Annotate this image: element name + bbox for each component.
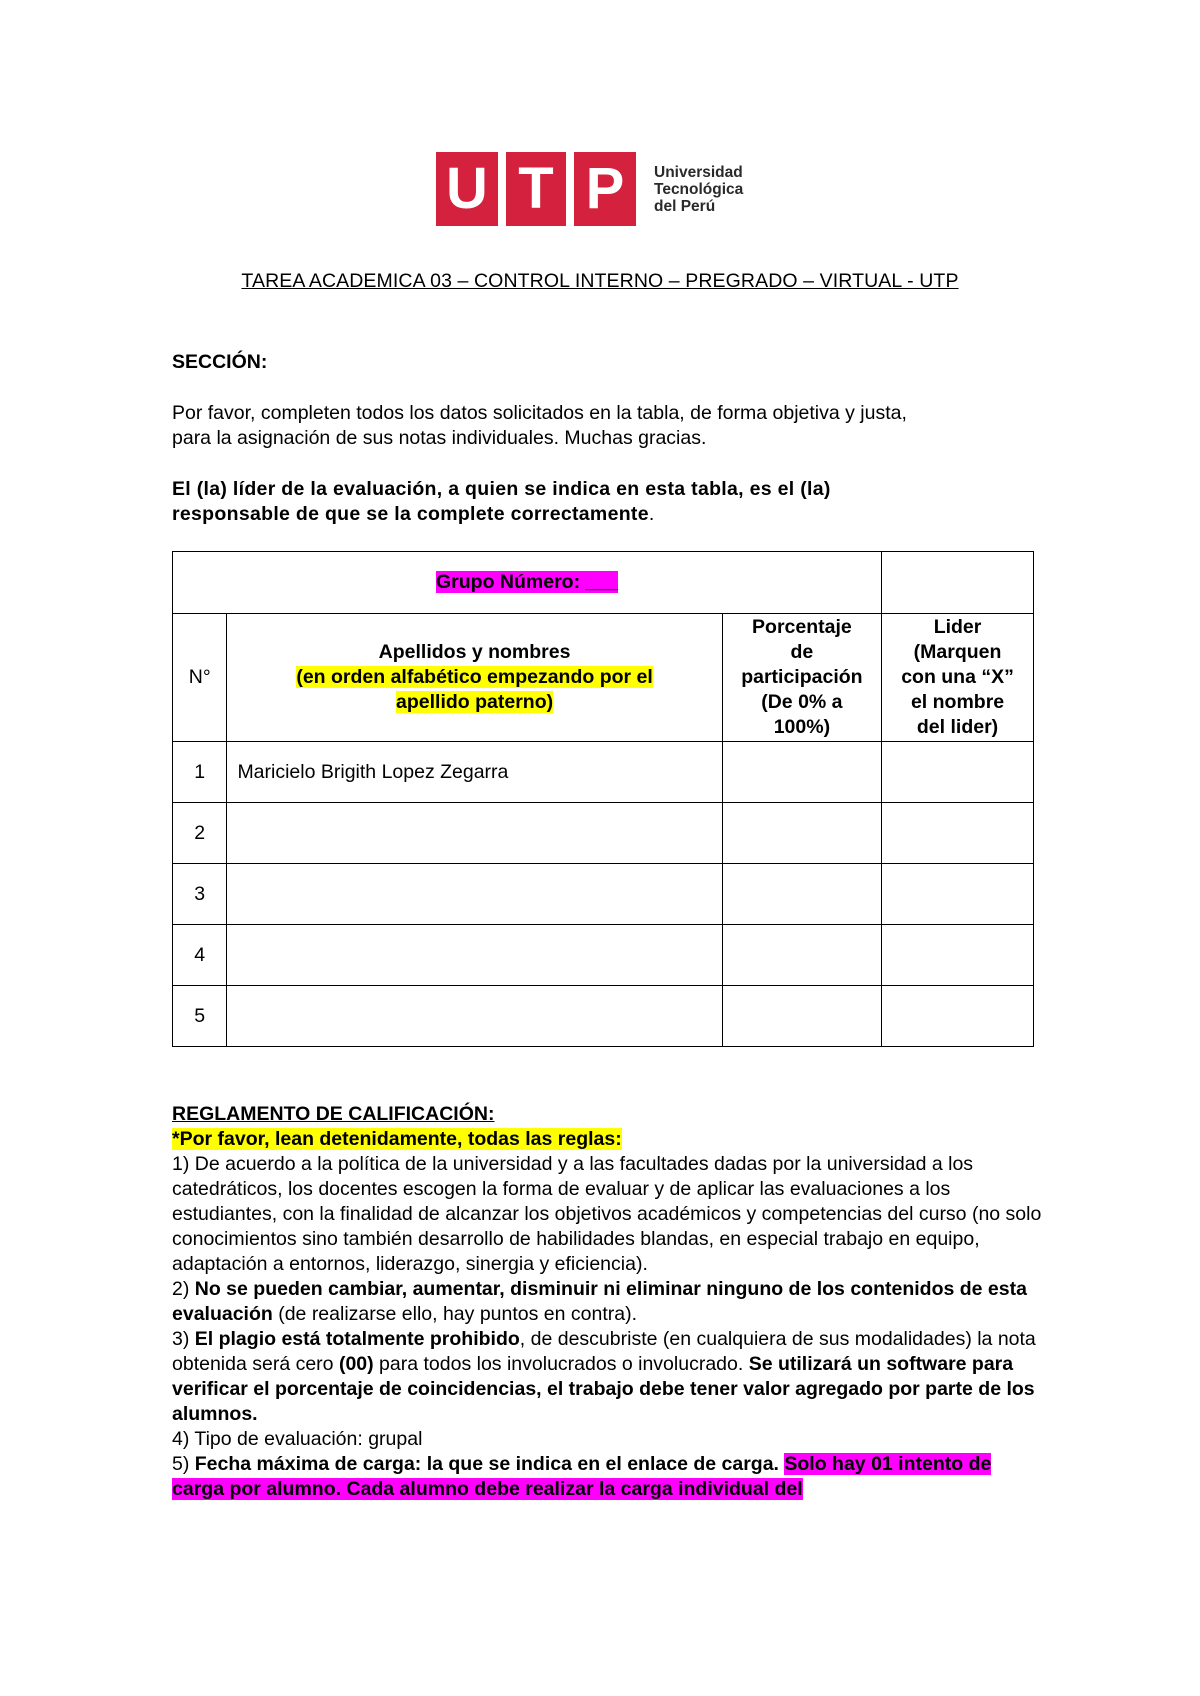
row-num: 3 bbox=[173, 864, 227, 925]
row-num: 4 bbox=[173, 925, 227, 986]
row-name[interactable] bbox=[227, 803, 722, 864]
row-percentage[interactable] bbox=[722, 925, 881, 986]
row-name[interactable] bbox=[227, 986, 722, 1047]
table-row bbox=[173, 803, 1034, 864]
logo-wordmark: Universidad Tecnológica del Perú bbox=[654, 163, 744, 215]
logo-letter-u: U bbox=[446, 156, 488, 221]
rule-2: 2) No se pueden cambiar, aumentar, disminuir ni eliminar ninguno de los contenidos de esta evaluación (de realizarse ello, hay puntos en contra). bbox=[172, 1278, 1027, 1325]
row-lider[interactable] bbox=[882, 864, 1034, 925]
row-percentage[interactable] bbox=[722, 803, 881, 864]
row-name[interactable]: Maricielo Brigith Lopez Zegarra bbox=[227, 742, 722, 803]
rule-1: 1) De acuerdo a la política de la universidad y a las facultades dadas por la universidad a los catedráticos, los docentes escogen la forma de evaluar y de aplicar las evaluaciones a los estudiantes, con la finalidad de alcanzar los objetivos académicos y competencias del curso (no solo conocimientos sino también desarrollo de habilidades blandas, en especial trabajo en equipo, adaptación a entornos, liderazgo, sinergia y eficiencia). bbox=[172, 1153, 1042, 1275]
reglamento-heading: REGLAMENTO DE CALIFICACIÓN: bbox=[172, 1103, 495, 1125]
leader-note: El (la) líder de la evaluación, a quien se indica en esta tabla, es el (la) responsable de que se la complete correctamente. bbox=[172, 478, 831, 525]
row-name[interactable] bbox=[227, 925, 722, 986]
table-row bbox=[173, 742, 1034, 803]
table-header-row bbox=[173, 614, 1034, 742]
header-num: N° bbox=[173, 614, 227, 742]
intro-paragraph: Por favor, completen todos los datos solicitados en la tabla, de forma objetiva y justa, para la asignación de sus notas individuales. Muchas gracias. bbox=[172, 402, 907, 449]
logo-letter-p: P bbox=[585, 156, 625, 221]
row-percentage[interactable] bbox=[722, 742, 881, 803]
table-row bbox=[173, 986, 1034, 1047]
logo-mark bbox=[436, 152, 636, 226]
row-num: 2 bbox=[173, 803, 227, 864]
logo-letter-t: T bbox=[518, 156, 554, 221]
rule-3: 3) El plagio está totalmente prohibido, de descubriste (en cualquiera de sus modalidades) la nota obtenida será cero (00) para todos los involucrados o involucrado. Se utilizará un software para verificar el porcentaje de coincidencias, el trabajo debe tener valor agregado por parte de los alumnos. bbox=[172, 1328, 1036, 1425]
group-table bbox=[172, 551, 1034, 1047]
reglamento-warning: *Por favor, lean detenidamente, todas las reglas: bbox=[172, 1128, 622, 1150]
row-name[interactable] bbox=[227, 864, 722, 925]
rule-4: 4) Tipo de evaluación: grupal bbox=[172, 1428, 423, 1450]
reglamento-section bbox=[172, 1102, 1042, 1502]
header-percentage: Porcentaje de participación (De 0% a 100%) bbox=[722, 614, 881, 742]
row-num: 5 bbox=[173, 986, 227, 1047]
row-percentage[interactable] bbox=[722, 986, 881, 1047]
row-lider[interactable] bbox=[882, 925, 1034, 986]
row-num: 1 bbox=[173, 742, 227, 803]
row-lider[interactable] bbox=[882, 986, 1034, 1047]
group-number-cell bbox=[173, 552, 882, 614]
row-percentage[interactable] bbox=[722, 864, 881, 925]
header-name: Apellidos y nombres (en orden alfabético empezando por el apellido paterno) bbox=[227, 614, 722, 742]
rule-5: 5) Fecha máxima de carga: la que se indica en el enlace de carga. Solo hay 01 intento de carga por alumno. Cada alumno debe realizar la carga individual del bbox=[172, 1453, 992, 1500]
group-row bbox=[173, 552, 1034, 614]
table-row bbox=[173, 864, 1034, 925]
group-empty-cell bbox=[882, 552, 1034, 614]
seccion-label: SECCIÓN: bbox=[172, 351, 268, 373]
row-lider[interactable] bbox=[882, 803, 1034, 864]
document-title: TAREA ACADEMICA 03 – CONTROL INTERNO – PREGRADO – VIRTUAL - UTP bbox=[241, 270, 959, 292]
table-row bbox=[173, 925, 1034, 986]
utp-logo bbox=[436, 152, 743, 226]
row-lider[interactable] bbox=[882, 742, 1034, 803]
header-lider: Lider (Marquen con una “X” el nombre del lider) bbox=[882, 614, 1034, 742]
group-number-label: Grupo Número: ___ bbox=[436, 571, 619, 593]
